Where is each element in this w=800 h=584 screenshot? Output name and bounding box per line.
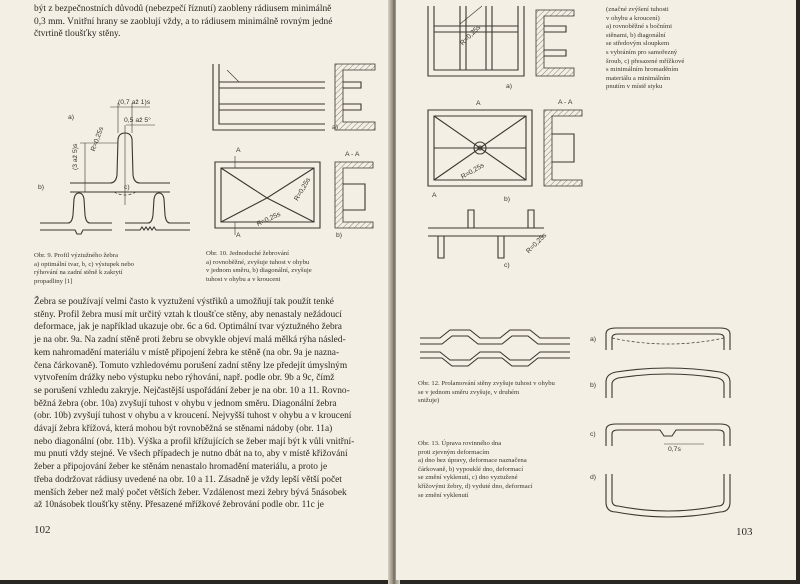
fig11-label-c: c) xyxy=(504,262,510,269)
caption-line: v ohybu a kroucení) xyxy=(606,14,660,22)
caption-line: proti zjevným deformacím xyxy=(418,448,490,456)
left-page xyxy=(0,0,392,580)
figure-12-corrugated-wall xyxy=(420,328,580,368)
fig11-section-mark-top: A xyxy=(476,100,481,107)
figure-13-caption xyxy=(418,440,588,500)
text-line: vytvořením drážky nebo výstupku nebo rýhování, např. podle obr. 9b a 9c, čímž xyxy=(34,373,335,384)
caption-line: a) optimální tvar, b, c) výstupek nebo xyxy=(34,260,135,268)
fig9-dim3: R=0,25s xyxy=(90,126,106,153)
caption-line: a) dno bez úpravy, deformace naznačena xyxy=(418,457,527,465)
caption-line: Obr. 10. Jednoduché žebrování xyxy=(206,250,290,257)
text-line: menších žeber než malý počet větších žeber. Vzdálenost mezi žebry bývá 5násobek xyxy=(34,487,347,498)
figure-11-cross-ribbing xyxy=(424,6,599,276)
fig13-dim: 0,7s xyxy=(668,446,681,453)
text-line: žeber a připojování žeber ke stěnám nenastalo hromadění materiálu, a proto je xyxy=(34,462,328,473)
text-line: běžná žebra (obr. 10a) zvyšují tuhost v ohybu v jednom směru. Diagonální žebra xyxy=(34,398,337,409)
caption-line: a) rovnoběžné, zvyšuje tuhost v ohybu xyxy=(206,258,310,266)
caption-line: propadliny [1] xyxy=(34,277,73,285)
caption-line: čárkovaně, b) vypouklé dno, deformací xyxy=(418,465,524,473)
fig11-dim2: R=0,25s xyxy=(459,162,486,181)
fig10-dim2: R=0,25s xyxy=(293,176,313,203)
caption-line: pnutím v místě styku xyxy=(606,83,663,91)
caption-line: se změní vyklenutí xyxy=(418,491,469,499)
page-number-right: 103 xyxy=(736,526,753,538)
text-line: čtvrtině tloušťky stěny. xyxy=(34,29,121,40)
text-line: až 10násobek tloušťky stěny. Přesazené mřížkové žebrování podle obr. 11c je xyxy=(34,500,324,511)
figure-9-rib-profile xyxy=(30,95,200,255)
text-line: Žebra se používají velmi často k vyztužení výstřiků a umožňují tak použít tenké xyxy=(34,297,334,307)
fig11-section-label: A - A xyxy=(558,99,573,106)
caption-line: a) rovnoběžné s bočními xyxy=(606,23,672,31)
fig10-section-label: A - A xyxy=(345,151,360,158)
left-top-text xyxy=(34,3,374,41)
page-number-left: 102 xyxy=(34,524,51,536)
text-line: (obr. 10b) zvyšují tuhost v ohybu a v kroucení. Nejvyšší tuhost v ohybu a v kroucení xyxy=(34,411,352,422)
text-line: deformace, jak je například ukazuje obr. 6c a 6d. Optimální tvar výztužného žebra xyxy=(34,322,342,333)
text-line: stěny. Profil žebra musí mít určitý vztah k tloušťce stěny, aby nenastaly nežádoucí xyxy=(34,309,342,320)
figure-11-caption xyxy=(606,6,716,92)
caption-line: se v jednom směru zvyšuje, v druhém xyxy=(418,388,520,396)
left-body-text xyxy=(34,296,374,512)
fig11-section-mark-bottom: A xyxy=(432,192,437,199)
text-line: čena čárkovaně). Tomuto vzhledovému porušení zadní stěny lze předejít úmyslným xyxy=(34,360,348,371)
caption-line: s vybráním pro samořezný xyxy=(606,48,678,56)
fig13-label-c: c) xyxy=(590,431,596,438)
caption-line: křížovými žebry, d) vyduté dno, deformací xyxy=(418,482,533,490)
caption-line: Obr. 9. Profil výztužného žebra xyxy=(34,252,118,259)
caption-line: se změní vyklenutí, c) dno vyztužené xyxy=(418,474,518,482)
text-line: mu pnutí vždy stejné. Ve všech případech je nutno dbát na to, aby v místě křižování xyxy=(34,449,348,460)
caption-line: šroub, c) přesazené mřížkové xyxy=(606,57,685,65)
caption-line: stěnami, b) diagonální xyxy=(606,31,666,39)
caption-line: Obr. 13. Úprava rovinného dna xyxy=(418,440,502,447)
caption-line: se středovým sloupkem xyxy=(606,40,670,48)
text-line: se porušení vzhledu zakryje. Nejčastější uspořádání žeber je na obr. 10 a 11. Rovno- xyxy=(34,385,350,396)
figure-13-flat-bottom-treatment xyxy=(604,326,754,526)
text-line: třeba dodržovat rádiusy uvedené na obr. 10 a 11. Zásadně je vždy lepší větší počet xyxy=(34,474,342,485)
fig13-label-d: d) xyxy=(590,474,597,481)
fig10-section-mark-bottom: A xyxy=(236,232,241,239)
fig10-section-mark-top: A xyxy=(236,147,241,154)
fig10-dim1: R=0,25s xyxy=(255,210,282,229)
text-line: kem nahromadění materiálu v místě připojení žebra ke stěně (na obr. 9a je nazna- xyxy=(34,347,340,358)
caption-line: (značné zvýšení tuhosti xyxy=(606,6,669,13)
figure-12-caption xyxy=(418,380,578,406)
fig13-label-b: b) xyxy=(590,382,597,389)
fig9-dim2: 0,5 až 5° xyxy=(124,117,151,124)
text-line: 0,3 mm. Vnitřní hrany se zaoblují vždy, a to rádiusem minimálně rovným jedné xyxy=(34,16,333,27)
fig9-label-b: b) xyxy=(38,184,45,191)
fig9-label-a: a) xyxy=(68,114,75,121)
fig10-label-a: a) xyxy=(332,124,339,131)
figure-10-caption xyxy=(206,250,381,284)
fig11-label-a: a) xyxy=(506,83,513,90)
caption-line: s minimálním hromaděním xyxy=(606,66,679,74)
right-page xyxy=(396,0,796,580)
fig11-dim3: R=0,25s xyxy=(525,232,549,255)
fig13-label-a: a) xyxy=(590,336,597,343)
fig9-label-c: c) xyxy=(124,184,130,191)
text-line: je na obr. 9a. Na zadní stěně proti žebru se obvykle objeví malá mělká rýha násled- xyxy=(34,335,346,346)
fig11-label-b: b) xyxy=(504,196,511,203)
caption-line: tuhost v ohybu a v krouceni xyxy=(206,275,281,283)
caption-line: rýhování na zadní stěně k zakrytí xyxy=(34,269,123,277)
caption-line: Obr. 12. Prolamování stěny zvyšuje tuhost v ohybu xyxy=(418,380,555,387)
caption-line: snižuje) xyxy=(418,397,440,405)
fig9-dim4: (3 až 5)s xyxy=(72,143,79,170)
fig11-dim1: R=0,25s xyxy=(459,24,483,47)
caption-line: v jednom směru, b) diagonální, zvyšuje xyxy=(206,267,312,275)
text-line: dávají žebra křížová, která mohou být rovnoběžná se stěnami nádoby (obr. 11a) xyxy=(34,424,333,435)
text-line: nebo diagonální (obr. 11b). Výška a profil křížujících se žeber mají být k vůli vnitřní- xyxy=(34,436,355,447)
fig9-dim1: (0,7 až 1)s xyxy=(118,99,151,106)
figure-9-caption xyxy=(34,252,194,286)
fig10-label-b: b) xyxy=(336,232,343,239)
text-line: být z bezpečnostních důvodů (nebezpečí říznutí) zaobleny rádiusem minimálně xyxy=(34,4,332,14)
caption-line: materiálu a minimálním xyxy=(606,74,671,82)
